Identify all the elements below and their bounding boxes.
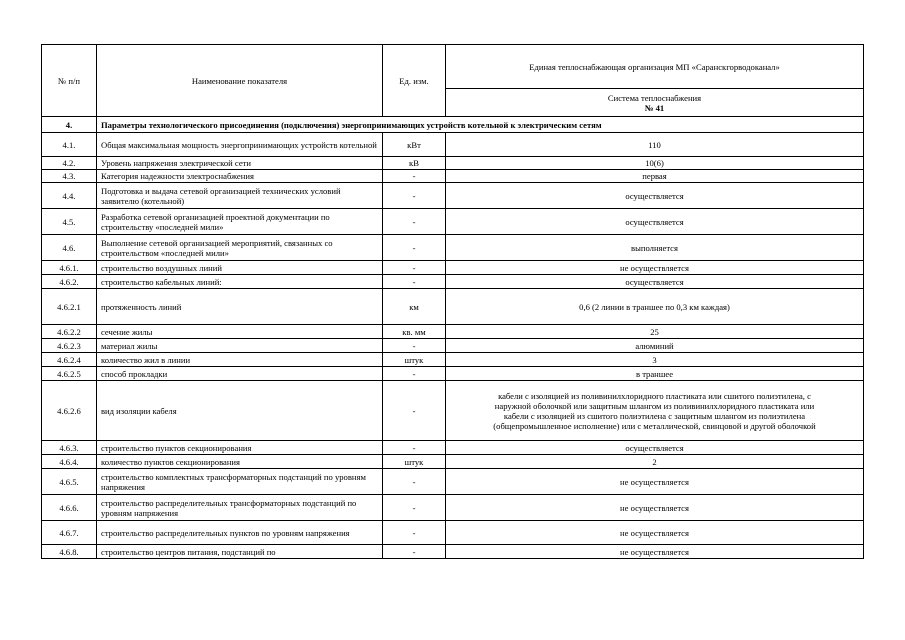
row-num: 4.6.8.: [42, 545, 97, 559]
row-value: не осуществляется: [446, 521, 864, 545]
row-name: строительство воздушных линий: [97, 261, 383, 275]
header-system: [446, 89, 864, 117]
row-unit: -: [383, 275, 446, 289]
row-unit: штук: [383, 455, 446, 469]
table-row: [42, 367, 864, 381]
row-unit: -: [383, 170, 446, 183]
table-row: [42, 261, 864, 275]
row-num: 4.4.: [42, 183, 97, 209]
row-unit: -: [383, 367, 446, 381]
row-value: выполняется: [446, 235, 864, 261]
row-value: 25: [446, 325, 864, 339]
row-name: Общая максимальная мощность энергопринимающих устройств котельной: [97, 133, 383, 157]
table-row: [42, 183, 864, 209]
row-unit: -: [383, 469, 446, 495]
row-value: 3: [446, 353, 864, 367]
row-num: 4.6.2.3: [42, 339, 97, 353]
row-unit: -: [383, 441, 446, 455]
row-num: 4.6.6.: [42, 495, 97, 521]
row-unit: штук: [383, 353, 446, 367]
row-value: первая: [446, 170, 864, 183]
row-name: количество пунктов секционирования: [97, 455, 383, 469]
row-name: строительство пунктов секционирования: [97, 441, 383, 455]
row-num: 4.6.3.: [42, 441, 97, 455]
row-num: 4.6.2.1: [42, 289, 97, 325]
row-unit: -: [383, 183, 446, 209]
row-value: не осуществляется: [446, 261, 864, 275]
row-num: 4.6.7.: [42, 521, 97, 545]
row-num: 4.6.: [42, 235, 97, 261]
row-num: 4.6.2.5: [42, 367, 97, 381]
table-row: [42, 289, 864, 325]
row-value: в траншее: [446, 367, 864, 381]
row-value: осуществляется: [446, 183, 864, 209]
header-system-label: Система теплоснабжения: [607, 92, 702, 103]
row-name: материал жилы: [97, 339, 383, 353]
row-name: Подготовка и выдача сетевой организацией технических условий заявителю (котельной): [97, 183, 383, 209]
row-value: 110: [446, 133, 864, 157]
parameters-table: [41, 44, 864, 559]
row-name: строительство комплектных трансформаторных подстанций по уровням напряжения: [97, 469, 383, 495]
header-unit: Ед. изм.: [383, 45, 446, 117]
row-name: строительство центров питания, подстанций по: [97, 545, 383, 559]
section-row: [42, 117, 864, 133]
row-num: 4.5.: [42, 209, 97, 235]
table-row: [42, 521, 864, 545]
row-value: осуществляется: [446, 441, 864, 455]
table-row: [42, 381, 864, 441]
row-name: количество жил в линии: [97, 353, 383, 367]
row-num: 4.3.: [42, 170, 97, 183]
table-row: [42, 157, 864, 170]
row-name: строительство распределительных пунктов по уровням напряжения: [97, 521, 383, 545]
table-row: [42, 339, 864, 353]
row-num: 4.1.: [42, 133, 97, 157]
row-name: Выполнение сетевой организацией мероприятий, связанных со строительством «последней мили»: [97, 235, 383, 261]
row-unit: -: [383, 209, 446, 235]
table-row: [42, 209, 864, 235]
row-num: 4.6.2.4: [42, 353, 97, 367]
row-name: строительство кабельных линий:: [97, 275, 383, 289]
row-name: протяженность линий: [97, 289, 383, 325]
row-unit: -: [383, 521, 446, 545]
row-num: 4.2.: [42, 157, 97, 170]
row-value: 0,6 (2 линии в траншее по 0,3 км каждая): [446, 289, 864, 325]
row-unit: -: [383, 495, 446, 521]
row-unit: кВ: [383, 157, 446, 170]
row-unit: -: [383, 381, 446, 441]
table-row: [42, 325, 864, 339]
row-unit: кВт: [383, 133, 446, 157]
row-unit: кв. мм: [383, 325, 446, 339]
row-unit: -: [383, 545, 446, 559]
table-row: [42, 545, 864, 559]
section-num: 4.: [42, 117, 97, 133]
table-row: [42, 275, 864, 289]
row-name: вид изоляции кабеля: [97, 381, 383, 441]
row-name: сечение жилы: [97, 325, 383, 339]
row-num: 4.6.1.: [42, 261, 97, 275]
row-unit: -: [383, 235, 446, 261]
row-value: осуществляется: [446, 209, 864, 235]
section-title: Параметры технологического присоединения (подключения) энергопринимающих устройств котельной к электрическим сетям: [97, 117, 864, 133]
row-name: способ прокладки: [97, 367, 383, 381]
table-row: [42, 469, 864, 495]
row-num: 4.6.5.: [42, 469, 97, 495]
row-num: 4.6.2.2: [42, 325, 97, 339]
row-num: 4.6.2.: [42, 275, 97, 289]
row-value: не осуществляется: [446, 495, 864, 521]
row-unit: -: [383, 261, 446, 275]
table-row: [42, 353, 864, 367]
row-value: осуществляется: [446, 275, 864, 289]
header-org: Единая теплоснабжающая организация МП «Саранскгорводоканал»: [446, 45, 864, 89]
table-row: [42, 133, 864, 157]
row-value: алюминий: [446, 339, 864, 353]
table-row: [42, 441, 864, 455]
header-name: Наименование показателя: [97, 45, 383, 117]
row-unit: -: [383, 339, 446, 353]
header-num: № п/п: [42, 45, 97, 117]
table-row: [42, 170, 864, 183]
table-row: [42, 495, 864, 521]
header-system-number: № 41: [644, 102, 665, 113]
table-row: [42, 455, 864, 469]
row-num: 4.6.4.: [42, 455, 97, 469]
row-name: строительство распределительных трансформаторных подстанций по уровням напряжения: [97, 495, 383, 521]
row-value: не осуществляется: [446, 469, 864, 495]
row-name: Разработка сетевой организацией проектной документации по строительству «последней мили»: [97, 209, 383, 235]
row-value: не осуществляется: [446, 545, 864, 559]
row-unit: км: [383, 289, 446, 325]
row-value: 10(6): [446, 157, 864, 170]
table-row: [42, 235, 864, 261]
row-name: Уровень напряжения электрической сети: [97, 157, 383, 170]
row-num: 4.6.2.6: [42, 381, 97, 441]
row-name: Категория надежности электроснабжения: [97, 170, 383, 183]
row-value: 2: [446, 455, 864, 469]
row-value: кабели с изоляцией из поливинилхлоридного пластиката или сшитого полиэтилена, с наружной оболочкой или защитным шлангом из поливинилхлоридного пластиката или кабели с изоляцией из сшитого полиэтилена с защитным шлангом из полиэтилена (общепромышленное исполнение) или с металлической, свинцовой и другой оболочкой: [446, 381, 864, 441]
